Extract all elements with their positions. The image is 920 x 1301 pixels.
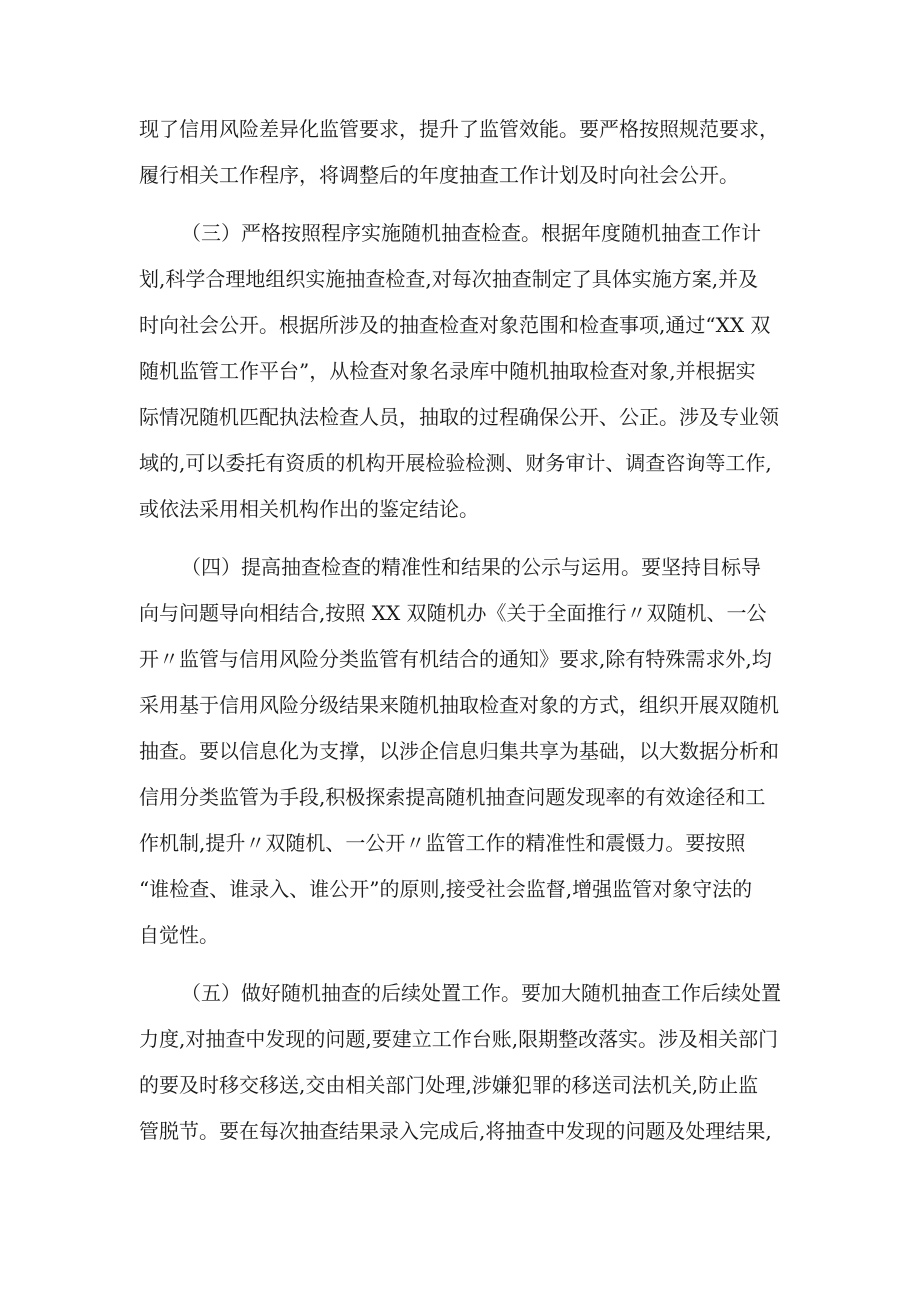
text-line: 或依法采用相关机构作出的鉴定结论。 [139,497,479,521]
text-line: 的要及时移交移送,交由相关部门处理,涉嫌犯罪的移送司法机关,防止监 [139,1073,759,1097]
text-line: 管脱节。要在每次抽查结果录入完成后,将抽查中发现的问题及处理结果, [139,1119,772,1143]
text-line: 开〃监管与信用风险分类监管有机结合的通知》要求,除有特殊需求外,均 [139,647,772,671]
section-heading-line: （三）严格按照程序实施随机抽查检查。根据年度随机抽查工作计 [181,221,761,245]
text-line: 划,科学合理地组织实施抽查检查,对每次抽查制定了具体实施方案,并及 [139,267,759,291]
text-line: 随机监管工作平台”，从检查对象名录库中随机抽取检查对象,并根据实 [139,359,756,383]
text-line: 域的,可以委托有资质的机构开展检验检测、财务审计、调查咨询等工作, [139,451,772,475]
text-line: 采用基于信用风险分级结果来随机抽取检查对象的方式，组织开展双随机 [139,693,779,717]
document-body [139,106,785,1154]
text-line: 现了信用风险差异化监管要求，提升了监管效能。要严格按照规范要求， [139,117,779,141]
text-line: “谁检查、谁录入、谁公开”的原则,接受社会监督,增强监管对象守法的 [139,877,753,901]
text-line: 自觉性。 [139,923,219,947]
text-line: 向与问题导向相结合,按照 XX 双随机办《关于全面推行〃双随机、一公 [139,601,767,625]
text-line: 际情况随机匹配执法检查人员，抽取的过程确保公开、公正。涉及专业领 [139,405,779,429]
section-heading-line: （四）提高抽查检查的精准性和结果的公示与运用。要坚持目标导 [181,555,761,579]
text-line: 时向社会公开。根据所涉及的抽查检查对象范围和检查事项,通过“XX 双 [139,313,771,337]
section-heading-line: （五）做好随机抽查的后续处置工作。要加大随机抽查工作后续处置 [181,981,781,1005]
text-line: 信用分类监管为手段,积极探索提高随机抽查问题发现率的有效途径和工 [139,785,766,809]
text-line: 力度,对抽查中发现的问题,要建立工作台账,限期整改落实。涉及相关部门 [139,1027,779,1051]
text-line: 抽查。要以信息化为支撑，以涉企信息归集共享为基础，以大数据分析和 [139,739,779,763]
text-line: 履行相关工作程序，将调整后的年度抽查工作计划及时向社会公开。 [139,163,739,187]
text-line: 作机制,提升〃双随机、一公开〃监管工作的精准性和震慑力。要按照 [139,831,746,855]
